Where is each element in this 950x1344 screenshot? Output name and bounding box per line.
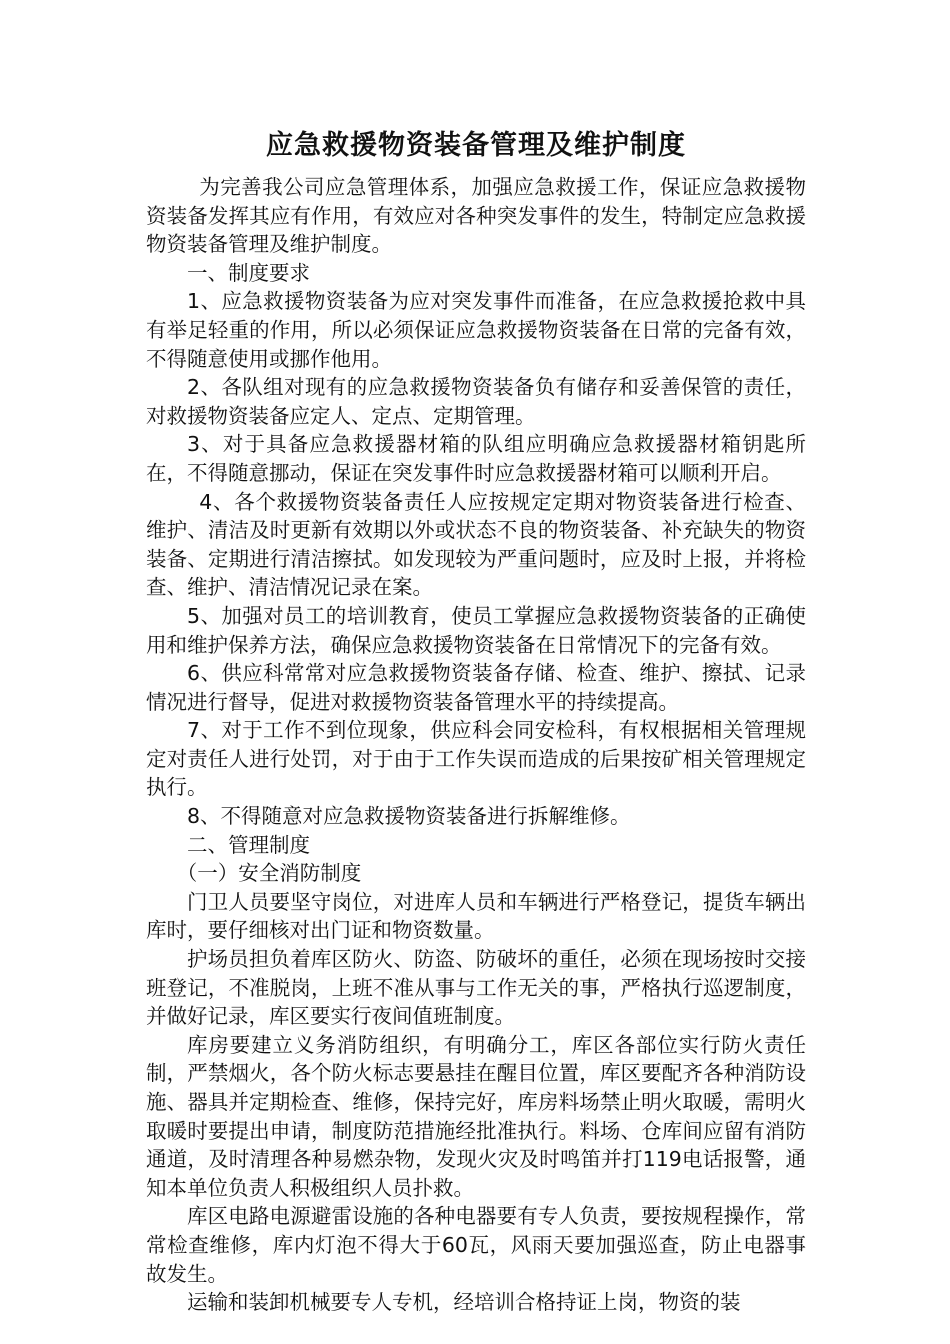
requirement-item-6: 6、供应科常常对应急救援物资装备存储、检查、维护、擦拭、记录情况进行督导，促进对救援物资装备管理水平的持续提高。 bbox=[146, 661, 806, 714]
document-title: 应急救援物资装备管理及维护制度 bbox=[266, 130, 686, 161]
requirement-item-7: 7、对于工作不到位现象，供应科会同安检科，有权根据相关管理规定对责任人进行处罚，对于由于工作失误而造成的后果按矿相关管理规定执行。 bbox=[146, 718, 806, 800]
section-heading-requirements: 一、制度要求 bbox=[187, 260, 310, 285]
section-heading-management: 二、管理制度 bbox=[187, 832, 310, 857]
requirement-item-3: 3、对于具备应急救援器材箱的队组应明确应急救援器材箱钥匙所在，不得随意挪动，保证在突发事件时应急救援器材箱可以顺利开启。 bbox=[146, 432, 806, 485]
requirement-item-8: 8、不得随意对应急救援物资装备进行拆解维修。 bbox=[187, 804, 631, 829]
intro-paragraph: 为完善我公司应急管理体系，加强应急救援工作，保证应急救援物资装备发挥其应有作用，有效应对各种突发事件的发生，特制定应急救援物资装备管理及维护制度。 bbox=[146, 175, 806, 257]
fire-safety-paragraph-2: 护场员担负着库区防火、防盗、防破坏的重任，必须在现场按时交接班登记，不准脱岗，上班不准从事与工作无关的事，严格执行巡逻制度，并做好记录，库区要实行夜间值班制度。 bbox=[146, 947, 806, 1029]
requirement-item-5: 5、加强对员工的培训教育，使员工掌握应急救援物资装备的正确使用和维护保养方法，确保应急救援物资装备在日常情况下的完备有效。 bbox=[146, 603, 806, 657]
fire-safety-paragraph-1: 门卫人员要坚守岗位，对进库人员和车辆进行严格登记，提货车辆出库时，要仔细核对出门证和物资数量。 bbox=[146, 889, 806, 943]
requirement-item-4: 4、各个救援物资装备责任人应按规定定期对物资装备进行检查、维护、清洁及时更新有效期以外或状态不良的物资装备、补充缺失的物资装备、定期进行清洁擦拭。如发现较为严重问题时，应及时上报，并将检查、维护、清洁情况记录在案。 bbox=[146, 489, 806, 600]
fire-safety-paragraph-3: 库房要建立义务消防组织，有明确分工，库区各部位实行防火责任制，严禁烟火，各个防火标志要悬挂在醒目位置，库区要配齐各种消防设施、器具并定期检查、维修，保持完好，库房料场禁止明火取暖，需明火取暖时要提出申请，制度防范措施经批准执行。料场、仓库间应留有消防通道，及时清理各种易燃杂物，发现火灾及时鸣笛并打119电话报警，通知本单位负责人积极组织人员扑救。 bbox=[146, 1032, 806, 1200]
subsection-heading-fire-safety: （一）安全消防制度 bbox=[176, 861, 362, 886]
requirement-item-2: 2、各队组对现有的应急救援物资装备负有储存和妥善保管的责任，对救援物资装备应定人、定点、定期管理。 bbox=[146, 375, 806, 428]
requirement-item-1: 1、应急救援物资装备为应对突发事件而准备，在应急救援抢救中具有举足轻重的作用，所以必须保证应急救援物资装备在日常的完备有效，不得随意使用或挪作他用。 bbox=[146, 289, 806, 371]
fire-safety-paragraph-4: 库区电路电源避雷设施的各种电器要有专人负责，要按规程操作，常常检查维修，库内灯泡不得大于60瓦，风雨天要加强巡查，防止电器事故发生。 bbox=[146, 1204, 806, 1286]
document-page bbox=[146, 128, 806, 1317]
fire-safety-paragraph-5: 运输和装卸机械要专人专机，经培训合格持证上岗，物资的装 bbox=[187, 1290, 741, 1315]
